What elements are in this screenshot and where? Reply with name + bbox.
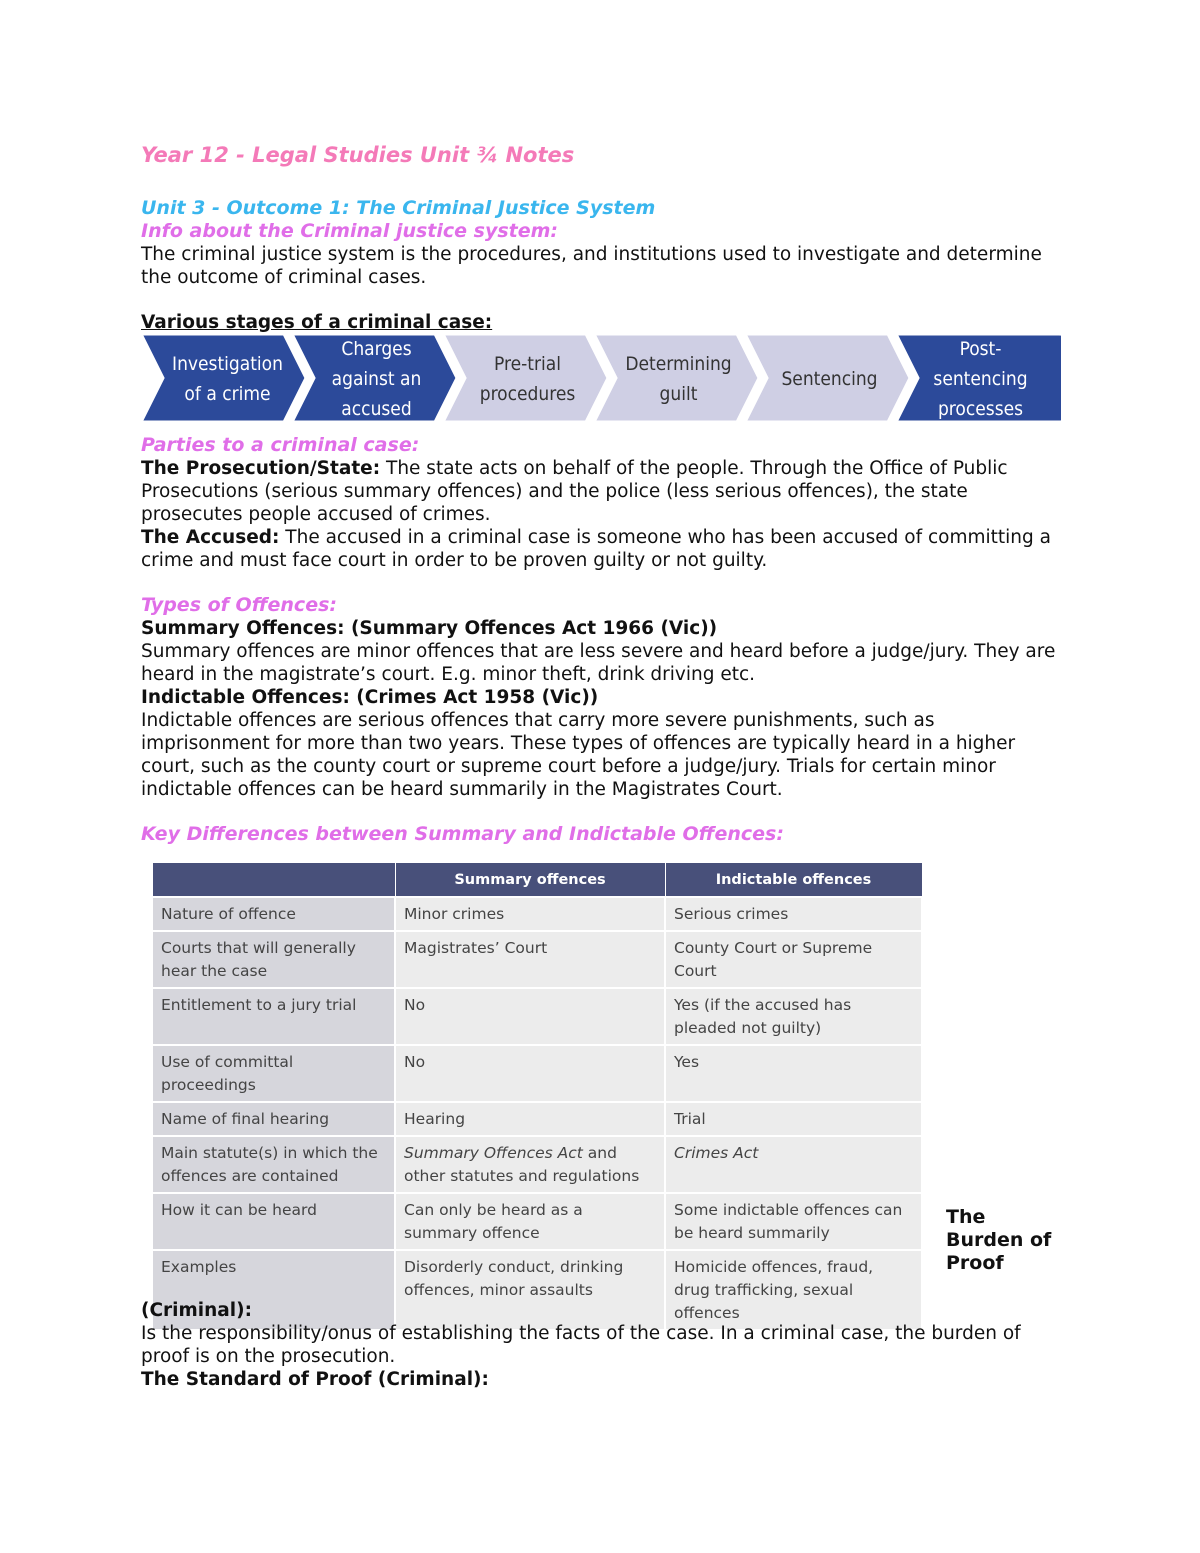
indictable-offences-text: Indictable offences are serious offences that carry more severe punishments, such as imprisonment for more than two years. These types of offences are typically heard in a higher court, such as the county court or supreme court before a judge/jury. Trials for certain minor indictable offences can be heard summarily in the Magistrates Court. [141, 710, 1016, 800]
stage-label: sentencing [933, 368, 1028, 390]
stage-chevron [594, 334, 759, 422]
row-summary: Disorderly conduct, drinking offences, minor assaults [395, 1250, 665, 1330]
table-header-corner [152, 863, 395, 898]
offences-heading: Types of Offences: [141, 594, 337, 616]
stages-heading: Various stages of a criminal case: [141, 312, 493, 333]
table-header-row [152, 863, 922, 898]
summary-statute-rest: and other statutes and regulations [404, 1144, 640, 1185]
summary-offences-text: Summary offences are minor offences that are less severe and heard before a judge/jury. They are heard in the magistrate’s court. E.g. minor theft, drink driving etc. [141, 641, 1056, 685]
stage-label: Sentencing [781, 368, 878, 390]
stage-chevron [443, 334, 608, 422]
stage-chevron [141, 334, 306, 422]
stage-chevron [896, 334, 1061, 422]
row-summary: No [395, 1045, 665, 1102]
table-row [152, 1136, 922, 1193]
table-header-indictable: Indictable offences [665, 863, 922, 898]
row-summary: Magistrates’ Court [395, 931, 665, 988]
row-label: Entitlement to a jury trial [152, 988, 395, 1045]
accused-text: The accused in a criminal case is someone who has been accused of committing a crime and must face court in order to be proven guilty or not guilty. [141, 527, 1051, 571]
row-indictable: Yes (if the accused has pleaded not guilty) [665, 988, 922, 1045]
row-indictable: Homicide offences, fraud, drug trafficking, sexual offences [665, 1250, 922, 1330]
row-summary: Can only be heard as a summary offence [395, 1193, 665, 1250]
stage-label: of a crime [184, 383, 271, 405]
stage-label: accused [341, 398, 412, 420]
stage-label: Charges [341, 338, 412, 360]
prosecution-label: The Prosecution/State: [141, 458, 381, 479]
indictable-statute-italic: Crimes Act [674, 1144, 759, 1162]
stage-label: Determining [625, 353, 732, 375]
info-text: The criminal justice system is the procedures, and institutions used to investigate and determine the outcome of criminal cases. [141, 244, 1042, 288]
table-row [152, 931, 922, 988]
summary-offences-label: Summary Offences: (Summary Offences Act 1966 (Vic)) [141, 618, 718, 639]
burden-text: Is the responsibility/onus of establishing the facts of the case. In a criminal case, the burden of proof is on the prosecution. [141, 1323, 1021, 1367]
row-indictable: Some indictable offences can be heard summarily [665, 1193, 922, 1250]
stage-label: Post- [959, 338, 1002, 360]
differences-heading: Key Differences between Summary and Indictable Offences: [141, 823, 784, 845]
table-row [152, 1045, 922, 1102]
row-summary: Minor crimes [395, 897, 665, 931]
stage-label: Pre-trial [494, 353, 561, 375]
table-row [152, 897, 922, 931]
info-heading: Info about the Criminal justice system: [141, 220, 559, 242]
table-row [152, 1102, 922, 1136]
document-page [141, 140, 1061, 846]
accused-label: The Accused: [141, 527, 280, 548]
indictable-offences-label: Indictable Offences: (Crimes Act 1958 (Vic)) [141, 687, 599, 708]
row-label: Main statute(s) in which the offences are contained [152, 1136, 395, 1193]
burden-side-label: The Burden of Proof [946, 1206, 1052, 1274]
parties-heading: Parties to a criminal case: [141, 434, 420, 456]
table-row [152, 1193, 922, 1250]
row-indictable: County Court or Supreme Court [665, 931, 922, 988]
row-indictable: Yes [665, 1045, 922, 1102]
stage-label: guilt [659, 383, 698, 405]
row-label: How it can be heard [152, 1193, 395, 1250]
row-label: Name of final hearing [152, 1102, 395, 1136]
row-indictable: Trial [665, 1102, 922, 1136]
row-summary [395, 1136, 665, 1193]
burden-criminal-label: (Criminal): [141, 1300, 252, 1321]
table-header-summary: Summary offences [395, 863, 665, 898]
stage-shape [443, 334, 608, 422]
row-indictable [665, 1136, 922, 1193]
differences-table [151, 862, 923, 1331]
prosecution-paragraph [141, 457, 1061, 526]
burden-section [141, 1299, 1061, 1391]
stage-label: procedures [479, 383, 576, 405]
stage-shape [594, 334, 759, 422]
differences-table-wrap [151, 862, 923, 1331]
stage-shape [141, 334, 306, 422]
row-summary: No [395, 988, 665, 1045]
row-indictable: Serious crimes [665, 897, 922, 931]
row-summary: Hearing [395, 1102, 665, 1136]
prosecution-text: The state acts on behalf of the people. Through the Office of Public Prosecutions (serious summary offences) and the police (less serious offences), the state prosecutes people accused of crimes. [141, 458, 1008, 525]
row-label: Nature of offence [152, 897, 395, 931]
summary-statute-italic: Summary Offences Act [404, 1144, 583, 1162]
stage-label: against an [331, 368, 422, 390]
document-title: Year 12 - Legal Studies Unit ¾ Notes [141, 143, 575, 167]
row-label: Use of committal proceedings [152, 1045, 395, 1102]
row-label: Courts that will generally hear the case [152, 931, 395, 988]
stage-chevron [292, 334, 457, 422]
stage-label: processes [937, 398, 1024, 420]
stage-label: Investigation [172, 353, 283, 375]
stages-diagram [141, 334, 1061, 422]
row-label: Examples [152, 1250, 395, 1330]
accused-paragraph [141, 526, 1061, 572]
stage-chevron [745, 334, 910, 422]
unit-heading: Unit 3 - Outcome 1: The Criminal Justice System [141, 197, 656, 219]
table-row [152, 988, 922, 1045]
standard-label: The Standard of Proof (Criminal): [141, 1369, 489, 1390]
